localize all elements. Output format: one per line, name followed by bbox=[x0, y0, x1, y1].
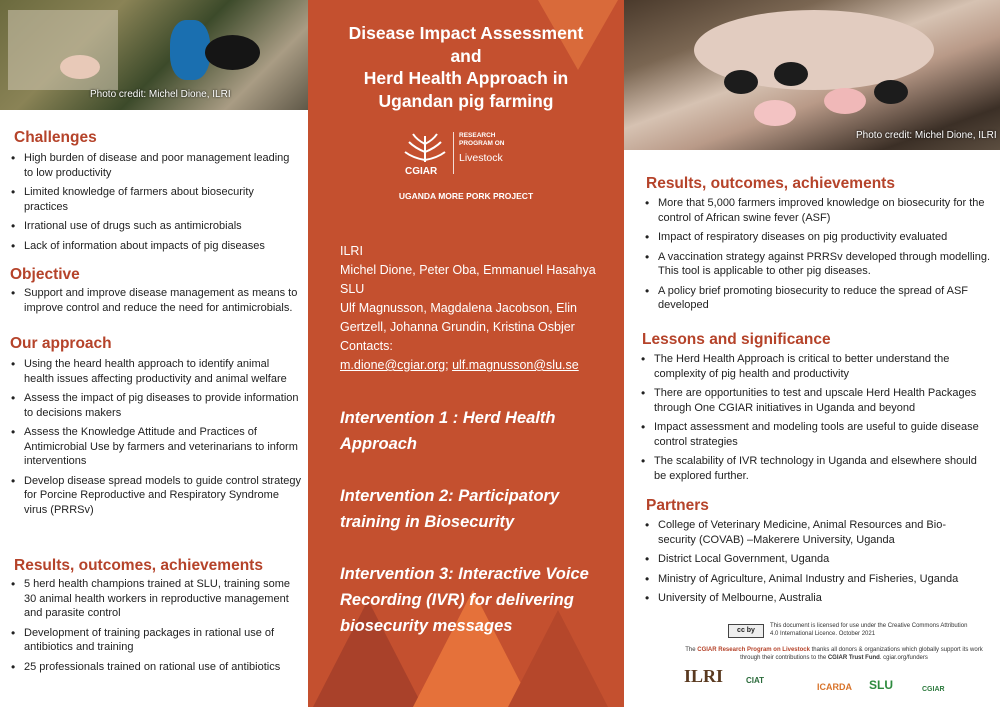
contacts-label: Contacts: bbox=[340, 339, 393, 353]
intervention-3: Intervention 3: Interactive Voice Recording (IVR) for delivering biosecurity messages bbox=[340, 565, 589, 635]
right-column bbox=[624, 0, 1000, 707]
list-item: • Using the heard health approach to identify animal health issues affecting productivity and animal welfare bbox=[8, 357, 302, 386]
email-link-magnusson[interactable]: ulf.magnusson@slu.se bbox=[452, 358, 579, 372]
piglet-shape bbox=[774, 62, 808, 86]
list-item: • A vaccination strategy against PRRSv developed through modelling. This tool is applicable to other pig diseases. bbox=[642, 250, 992, 279]
lessons-heading: Lessons and significance bbox=[642, 331, 831, 348]
list-item: • Impact of respiratory diseases on pig productivity evaluated bbox=[642, 230, 992, 245]
list-item: • Ministry of Agriculture, Animal Industry and Fisheries, Uganda bbox=[642, 572, 982, 587]
list-item: • More that 5,000 farmers improved knowledge on biosecurity for the control of African swine fever (ASF) bbox=[642, 196, 992, 225]
middle-column bbox=[308, 0, 624, 707]
list-item: • University of Melbourne, Australia bbox=[642, 591, 982, 606]
slu-people: Ulf Magnusson, Magdalena Jacobson, Elin Gertzell, Johanna Grundin, Kristina Osbjer bbox=[340, 301, 577, 334]
footer bbox=[624, 620, 1000, 707]
thanks-text: thanks all donors & organizations which globally support its work through their contributions to the bbox=[740, 647, 983, 661]
person-shape bbox=[170, 20, 210, 80]
list-item: • A policy brief promoting biosecurity to reduce the spread of ASF developed bbox=[642, 284, 992, 313]
title-line: Disease Impact Assessment bbox=[348, 23, 584, 43]
list-item: • Support and improve disease management as means to improve control and reduce the need for antimicrobials. bbox=[8, 286, 300, 315]
logo-divider bbox=[453, 132, 454, 174]
piglet-shape bbox=[724, 70, 758, 94]
list-item: • Development of training packages in rational use of antibiotics and training bbox=[8, 626, 300, 655]
list-item: • 25 professionals trained on rational use of antibiotics bbox=[8, 660, 300, 675]
list-item: • Assess the Knowledge Attitude and Practices of Antimicrobial Use by farmers and veterinarians to inform interventions bbox=[8, 425, 302, 469]
donor-thanks bbox=[684, 646, 984, 662]
pig-pen-photo bbox=[0, 0, 308, 110]
pig-shape bbox=[60, 55, 100, 79]
org-slu: SLU bbox=[340, 282, 365, 296]
icarda-logo: ICARDA bbox=[817, 682, 852, 692]
intervention-2: Intervention 2: Participatory training in Biosecurity bbox=[340, 487, 560, 531]
wheat-icon bbox=[403, 130, 447, 164]
list-item: • Limited knowledge of farmers about biosecurity practices bbox=[8, 185, 300, 214]
sow-piglets-photo bbox=[624, 0, 1000, 150]
approach-heading: Our approach bbox=[10, 335, 112, 352]
photo-credit: Photo credit: Michel Dione, ILRI bbox=[90, 89, 231, 100]
intervention-1: Intervention 1 : Herd Health Approach bbox=[340, 409, 556, 453]
email-line bbox=[340, 356, 610, 375]
challenges-heading: Challenges bbox=[14, 129, 97, 146]
objective-list bbox=[8, 286, 300, 320]
left-column bbox=[0, 0, 308, 707]
list-item: • District Local Government, Uganda bbox=[642, 552, 982, 567]
right-results-list bbox=[642, 196, 992, 318]
cgiar-wordmark: CGIAR bbox=[405, 166, 438, 177]
thanks-text: The bbox=[685, 647, 698, 653]
list-item: • There are opportunities to test and upscale Herd Health Packages through One CGIAR initiatives in Uganda and beyond bbox=[638, 386, 992, 415]
list-item: • High burden of disease and poor management leading to low productivity bbox=[8, 151, 300, 180]
pig-shape bbox=[205, 35, 260, 70]
org-ilri: ILRI bbox=[340, 244, 363, 258]
email-separator: ; bbox=[445, 358, 453, 372]
program-name-bold: CGIAR Research Program on Livestock bbox=[697, 647, 810, 653]
objective-heading: Objective bbox=[10, 266, 80, 283]
piglet-shape bbox=[874, 80, 908, 104]
list-item: • 5 herd health champions trained at SLU, training some 30 animal health workers in reproductive management and parasite control bbox=[8, 577, 300, 621]
trust-fund-bold: CGIAR Trust Fund bbox=[827, 655, 880, 661]
partners-heading: Partners bbox=[646, 497, 709, 514]
pen-bars-decoration bbox=[8, 10, 118, 90]
cgiar-logo: CGIAR bbox=[922, 686, 945, 693]
contacts-block bbox=[340, 242, 610, 375]
cgiar-livestock-logo bbox=[403, 130, 533, 180]
list-item: • The Herd Health Approach is critical to better understand the complexity of pig health and productivity bbox=[638, 352, 992, 381]
left-results-list bbox=[8, 577, 300, 679]
ilri-logo: ILRI bbox=[684, 666, 724, 686]
approach-list bbox=[8, 357, 302, 522]
email-link-dione[interactable]: m.dione@cgiar.org bbox=[340, 358, 446, 372]
left-results-heading: Results, outcomes, achievements bbox=[14, 557, 263, 574]
partners-list bbox=[642, 518, 982, 611]
piglet-shape bbox=[754, 100, 796, 126]
list-item: • Assess the impact of pig diseases to provide information to decisions makers bbox=[8, 391, 302, 420]
lessons-list bbox=[638, 352, 992, 488]
list-item: • The scalability of IVR technology in Uganda and elsewhere should be explored further. bbox=[638, 454, 992, 483]
list-item: • Lack of information about impacts of pig diseases bbox=[8, 239, 300, 254]
list-item: • Develop disease spread models to guide control strategy for Porcine Reproductive and Respiratory Syndrome virus (PRRSv) bbox=[8, 474, 302, 518]
project-name: UGANDA MORE PORK PROJECT bbox=[398, 191, 534, 201]
ilri-people: Michel Dione, Peter Oba, Emmanuel Hasahya bbox=[340, 263, 596, 277]
poster-title bbox=[308, 22, 624, 112]
piglet-shape bbox=[824, 88, 866, 114]
cc-license-icon: cc by bbox=[728, 624, 764, 638]
title-line: Ugandan pig farming bbox=[378, 90, 554, 111]
slu-logo: SLU bbox=[869, 678, 893, 692]
challenges-list bbox=[8, 151, 300, 258]
ciat-logo: CIAT bbox=[746, 676, 765, 685]
photo-credit: Photo credit: Michel Dione, ILRI bbox=[856, 130, 997, 141]
title-line: and bbox=[450, 45, 482, 66]
program-label: RESEARCH PROGRAM ON bbox=[459, 132, 505, 147]
title-line: Herd Health Approach in bbox=[363, 68, 569, 88]
right-results-heading: Results, outcomes, achievements bbox=[646, 175, 895, 192]
program-name: Livestock bbox=[459, 152, 503, 164]
license-text: This document is licensed for use under the Creative Commons Attribution 4.0 International Licence. October 2021 bbox=[770, 623, 968, 637]
funders-link[interactable]: . cgiar.org/funders bbox=[879, 655, 928, 661]
list-item: • College of Veterinary Medicine, Animal Resources and Bio-security (COVAB) –Makerere University, Uganda bbox=[642, 518, 982, 547]
list-item: • Irrational use of drugs such as antimicrobials bbox=[8, 219, 300, 234]
list-item: • Impact assessment and modeling tools are useful to guide disease control strategies bbox=[638, 420, 992, 449]
